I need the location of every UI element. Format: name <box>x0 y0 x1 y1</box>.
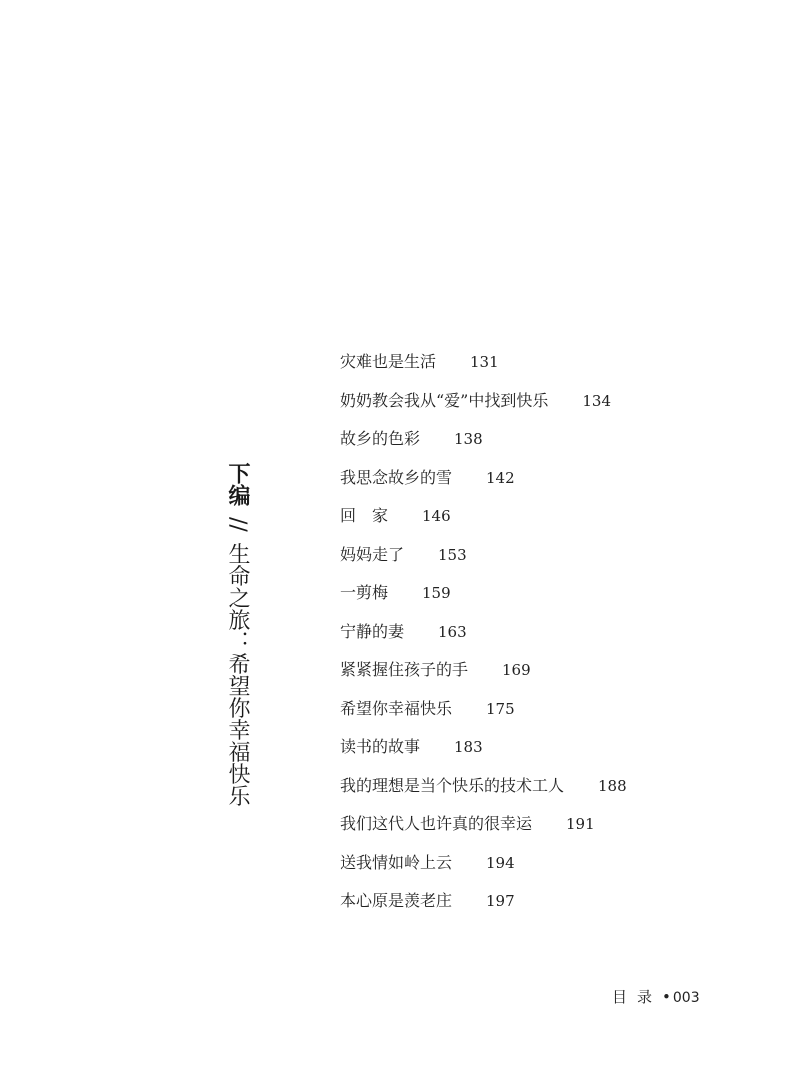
toc-entry-page: 194 <box>486 853 515 872</box>
toc-entry[interactable] <box>340 343 627 382</box>
table-of-contents <box>340 343 627 921</box>
toc-entry-page: 188 <box>598 776 627 795</box>
toc-entry[interactable] <box>340 497 627 536</box>
toc-entry-title: 故乡的色彩 <box>340 429 421 448</box>
toc-entry[interactable] <box>340 613 627 652</box>
toc-entry-page: 191 <box>566 815 595 833</box>
toc-entry-title: 我思念故乡的雪 <box>340 467 453 487</box>
section-heading <box>224 462 250 807</box>
page-footer <box>612 986 700 1007</box>
toc-entry-title: 读书的故事 <box>340 737 421 756</box>
toc-entry[interactable] <box>340 882 627 921</box>
toc-entry[interactable] <box>340 420 627 459</box>
toc-entry-page: 131 <box>470 353 499 371</box>
toc-entry-page: 146 <box>422 507 451 525</box>
toc-entry[interactable] <box>340 574 627 613</box>
toc-entry-page: 138 <box>454 430 483 448</box>
section-title: 生命之旅：希望你幸福快乐 <box>225 542 250 807</box>
toc-entry[interactable] <box>340 459 627 498</box>
footer-label: 目录 <box>612 988 663 1006</box>
toc-entry-title: 本心原是羡老庄 <box>340 891 453 910</box>
toc-entry-page: 134 <box>582 391 612 410</box>
toc-entry-title: 回 家 <box>340 506 389 525</box>
toc-entry-title: 一剪梅 <box>340 583 389 602</box>
toc-entry[interactable] <box>340 805 627 844</box>
toc-entry[interactable] <box>340 382 627 421</box>
toc-entry-title: 奶奶教会我从“爱”中找到快乐 <box>340 390 549 410</box>
page-number: 003 <box>672 990 700 1006</box>
toc-entry-page: 169 <box>502 661 531 679</box>
toc-entry-title: 紧紧握住孩子的手 <box>340 660 469 679</box>
toc-entry-page: 183 <box>454 738 483 756</box>
toc-entry-page: 142 <box>486 468 515 487</box>
footer-dot: • <box>662 988 671 1006</box>
toc-entry-title: 我们这代人也许真的很幸运 <box>340 814 533 833</box>
section-part: 下编 <box>225 462 250 506</box>
toc-entry-title: 妈妈走了 <box>340 544 405 564</box>
toc-entry-title: 我的理想是当个快乐的技术工人 <box>340 775 565 795</box>
toc-entry[interactable] <box>340 767 627 806</box>
toc-entry-title: 宁静的妻 <box>340 621 405 641</box>
toc-entry-title: 希望你幸福快乐 <box>340 698 453 718</box>
toc-entry-page: 163 <box>438 622 467 641</box>
toc-entry[interactable] <box>340 651 627 690</box>
section-separator: // <box>225 517 250 532</box>
toc-entry[interactable] <box>340 844 627 883</box>
toc-entry[interactable] <box>340 536 627 575</box>
toc-entry-page: 159 <box>422 584 451 602</box>
toc-entry-page: 175 <box>486 699 515 718</box>
toc-entry-title: 灾难也是生活 <box>340 352 437 371</box>
toc-entry-page: 153 <box>438 545 467 564</box>
toc-entry[interactable] <box>340 690 627 729</box>
toc-entry-title: 送我情如岭上云 <box>340 852 453 872</box>
toc-entry[interactable] <box>340 728 627 767</box>
toc-entry-page: 197 <box>486 892 515 910</box>
